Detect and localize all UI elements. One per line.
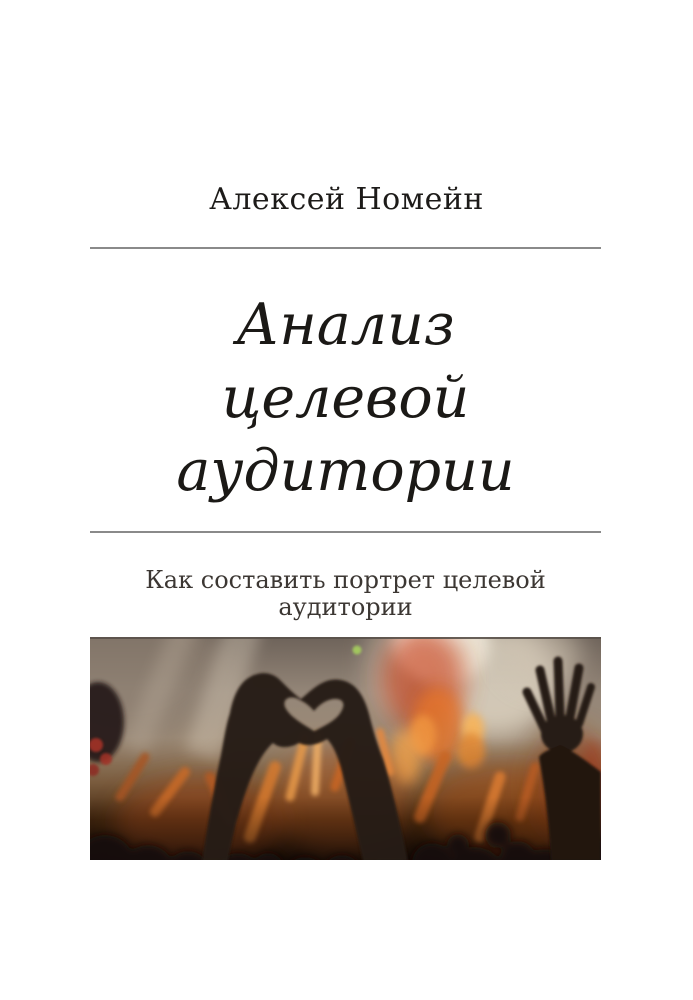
subtitle-line-2: аудитории [278,593,413,621]
title-line-1: Анализ [236,292,455,358]
book-subtitle [90,567,601,621]
photo-top-edge [90,637,601,639]
concert-photo [90,637,601,860]
title-line-3: аудитории [176,438,515,504]
green-light-dot [353,646,362,655]
subtitle-line-1: Как составить портрет целевой [145,566,546,594]
book-title [90,289,601,508]
author-name: Алексей Номейн [209,182,484,217]
concert-photo-illustration [90,637,601,860]
title-line-2: целевой [221,365,470,431]
divider-top [90,247,601,249]
divider-bottom [90,531,601,533]
